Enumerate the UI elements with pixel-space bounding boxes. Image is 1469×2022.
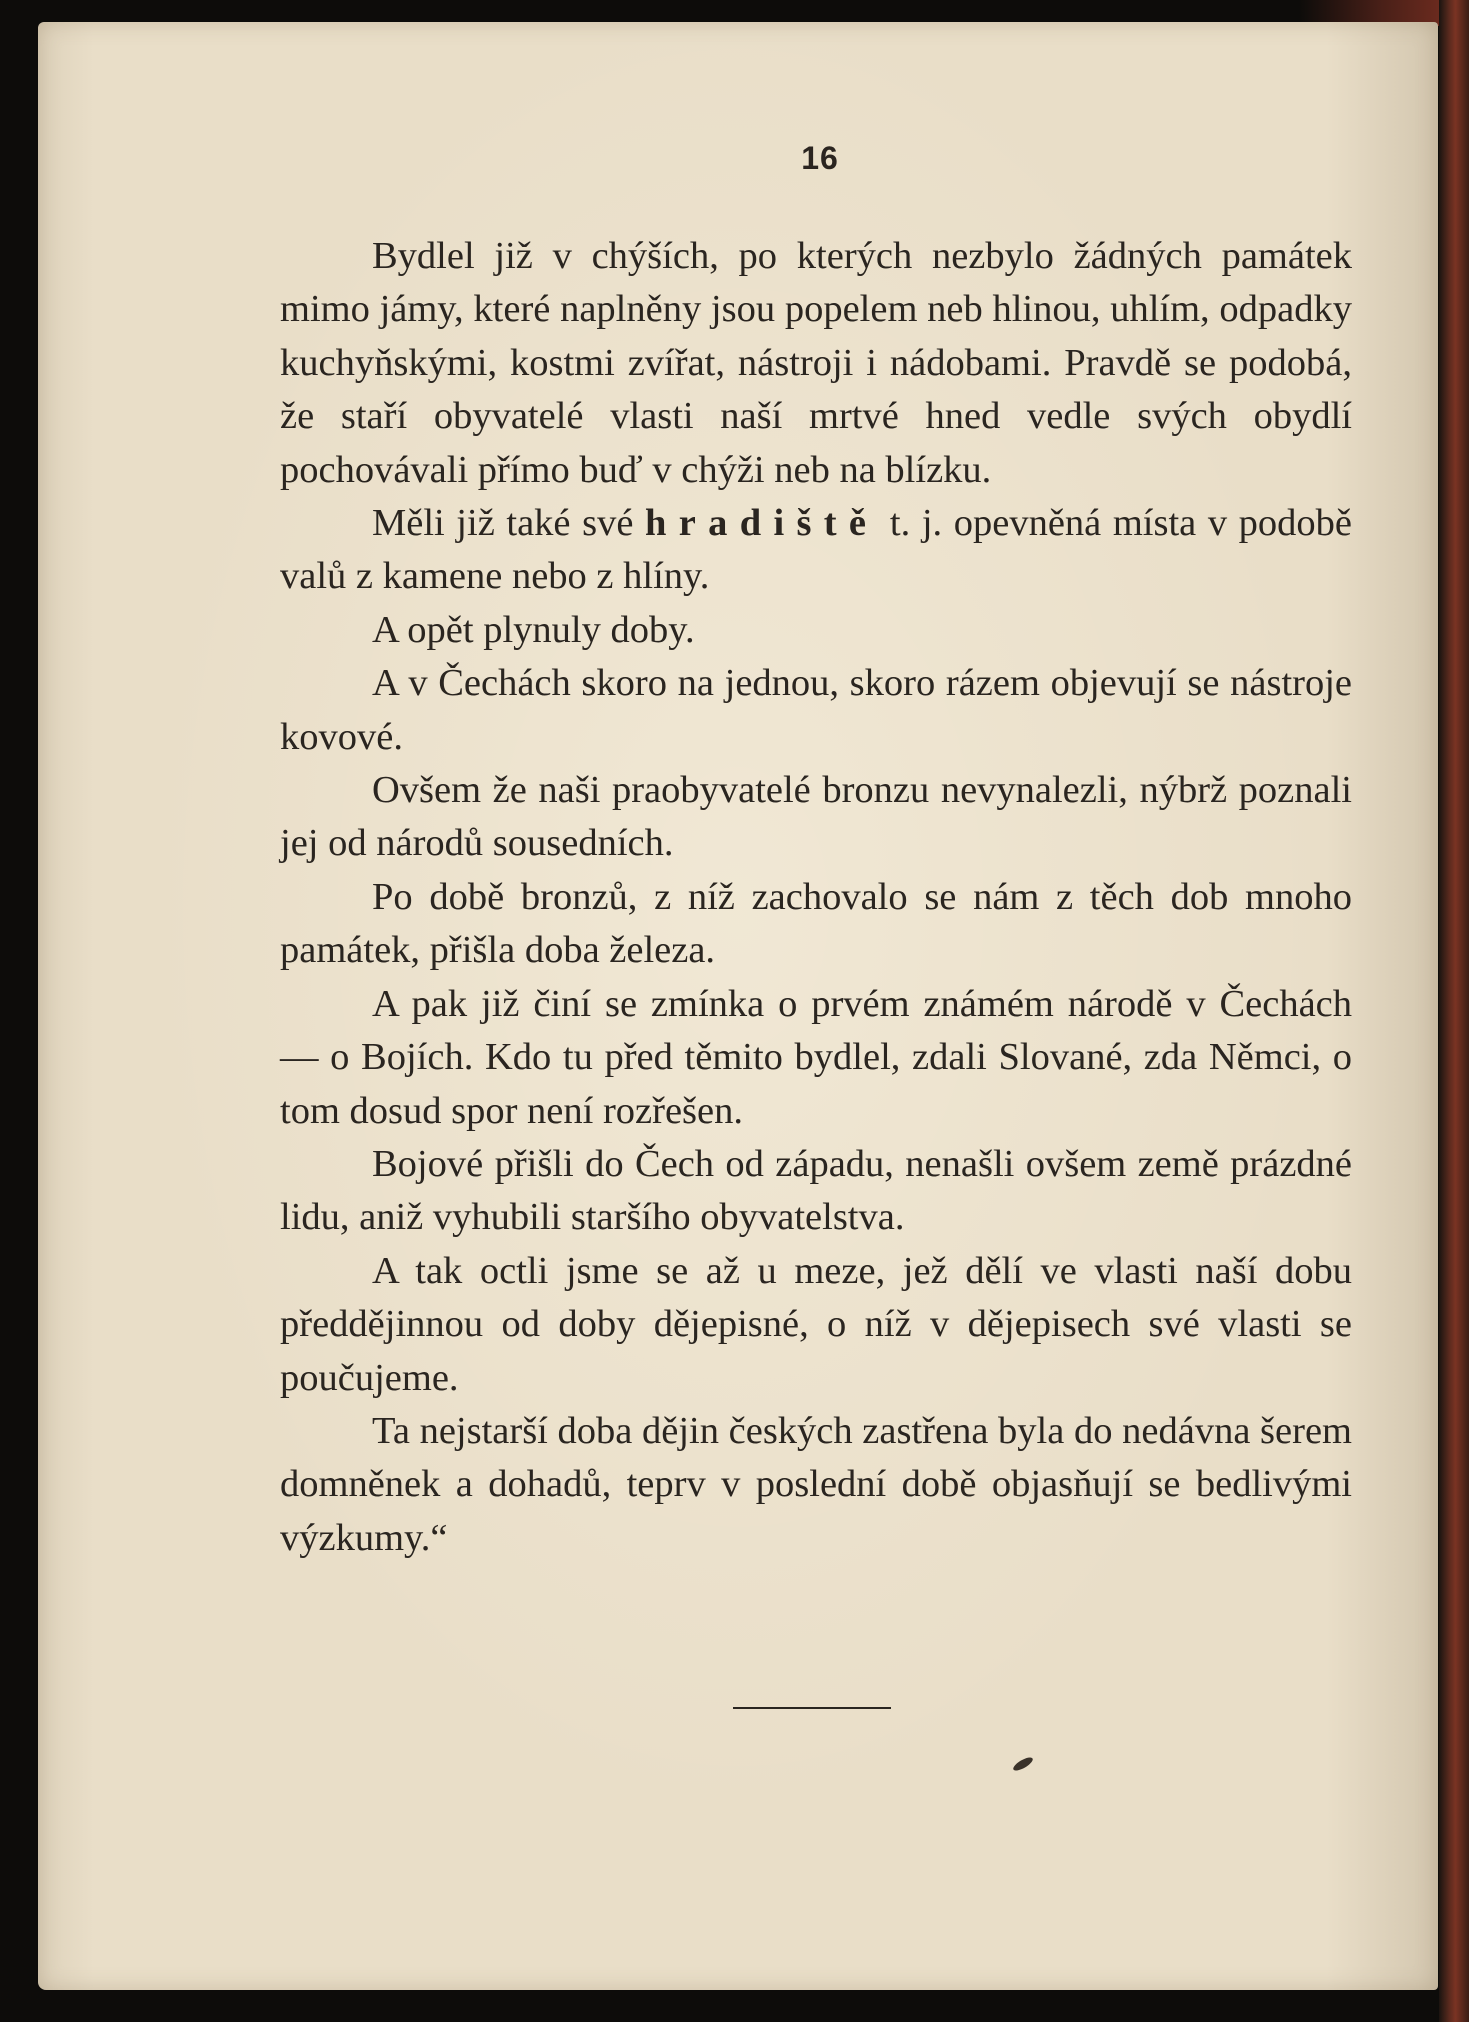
paragraph: Po době bronzů, z níž zachovalo se nám z těch dob mnoho památek, přišla doba železa. [280, 875, 1352, 972]
paragraph: Bydlel již v chýších, po kterých nezbylo žádných památek mimo jámy, které naplněny jsou popelem neb hlinou, uhlím, odpadky kuchyňskými, kostmi zvířat, nástroji i nádobami. Pravdě se podobá, že staří obyvatelé vlasti naší mrtvé hned vedle svých obydlí pochovávali přímo buď v chýži neb na blízku. [280, 235, 1352, 491]
paragraph: Bojové přišli do Čech od západu, nenašli ovšem země prázdné lidu, aniž vyhubili staršího obyvatelstva. [280, 1142, 1352, 1239]
paragraph: A opět plynuly doby. [372, 608, 695, 651]
book-spine [1439, 0, 1469, 2022]
body-text [280, 230, 1352, 1565]
spaced-term: hradiště [645, 502, 879, 545]
paragraph: A v Čechách skoro na jednou, skoro rázem objevují se nástroje kovové. [280, 662, 1352, 758]
paragraph-text: Měli již také své [372, 502, 634, 545]
paragraph-text: t. j. opevněná místa v podobě valů z kamene nebo z hlíny. [280, 502, 1353, 598]
paragraph: A pak již činí se zmínka o prvém známém národě v Čechách — o Bojích. Kdo tu před těmito bydlel, zdali Slované, zda Němci, o tom dosud spor není rozřešen. [280, 982, 1352, 1132]
paragraph [280, 497, 1352, 604]
page-number: 16 [801, 140, 839, 176]
paragraph: Ovšem že naši praobyvatelé bronzu nevynalezli, nýbrž poznali jej od národů sousedních. [280, 769, 1352, 865]
paragraph: A tak octli jsme se až u meze, jež dělí ve vlasti naší dobu předdějinnou od doby dějepisné, o níž v dějepisech své vlasti se poučujeme. [280, 1249, 1352, 1399]
section-end-rule [733, 1707, 891, 1709]
paragraph: Ta nejstarší doba dějin českých zastřena byla do nedávna šerem domněnek a dohadů, teprv v poslední době objasňují se bedlivými výzkumy.“ [280, 1409, 1352, 1559]
